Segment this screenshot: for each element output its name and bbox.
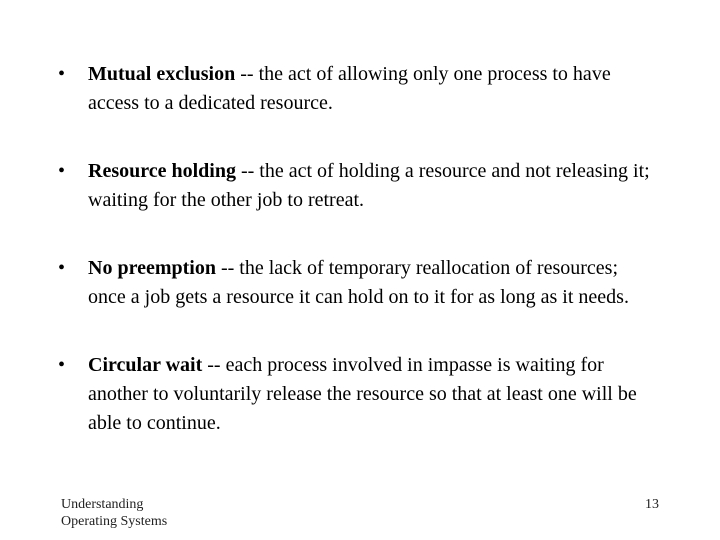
bullet-item-no-preemption <box>58 254 658 312</box>
bullet-text: -- the act of holding a resource and not releasing it; waiting for the other job to retreat. <box>88 160 650 211</box>
page-number: 13 <box>645 497 659 512</box>
bullet-term: Circular wait <box>88 354 203 376</box>
bullet-text: -- the lack of temporary reallocation of resources; once a job gets a resource it can hold on to it for as long as it needs. <box>88 257 629 308</box>
bullet-term: No preemption <box>88 257 216 279</box>
bullet-item-resource-holding <box>58 157 658 215</box>
footer-line-2: Operating Systems <box>61 514 168 529</box>
bullet-text: -- the act of allowing only one process to have access to a dedicated resource. <box>88 63 611 114</box>
bullet-icon: • <box>58 257 66 279</box>
bullet-item-circular-wait <box>58 351 658 438</box>
bullet-icon: • <box>58 354 66 376</box>
bullet-text: -- each process involved in impasse is waiting for another to voluntarily release the resource so that at least one will be able to continue. <box>88 354 637 434</box>
bullet-item-mutual-exclusion <box>58 60 658 118</box>
footer-book-title <box>61 496 167 530</box>
footer-line-1: Understanding <box>61 497 144 512</box>
bullet-icon: • <box>58 63 66 85</box>
bullet-term: Resource holding <box>88 160 236 182</box>
bullet-list <box>58 60 658 438</box>
bullet-icon: • <box>58 160 66 182</box>
bullet-term: Mutual exclusion <box>88 63 236 85</box>
